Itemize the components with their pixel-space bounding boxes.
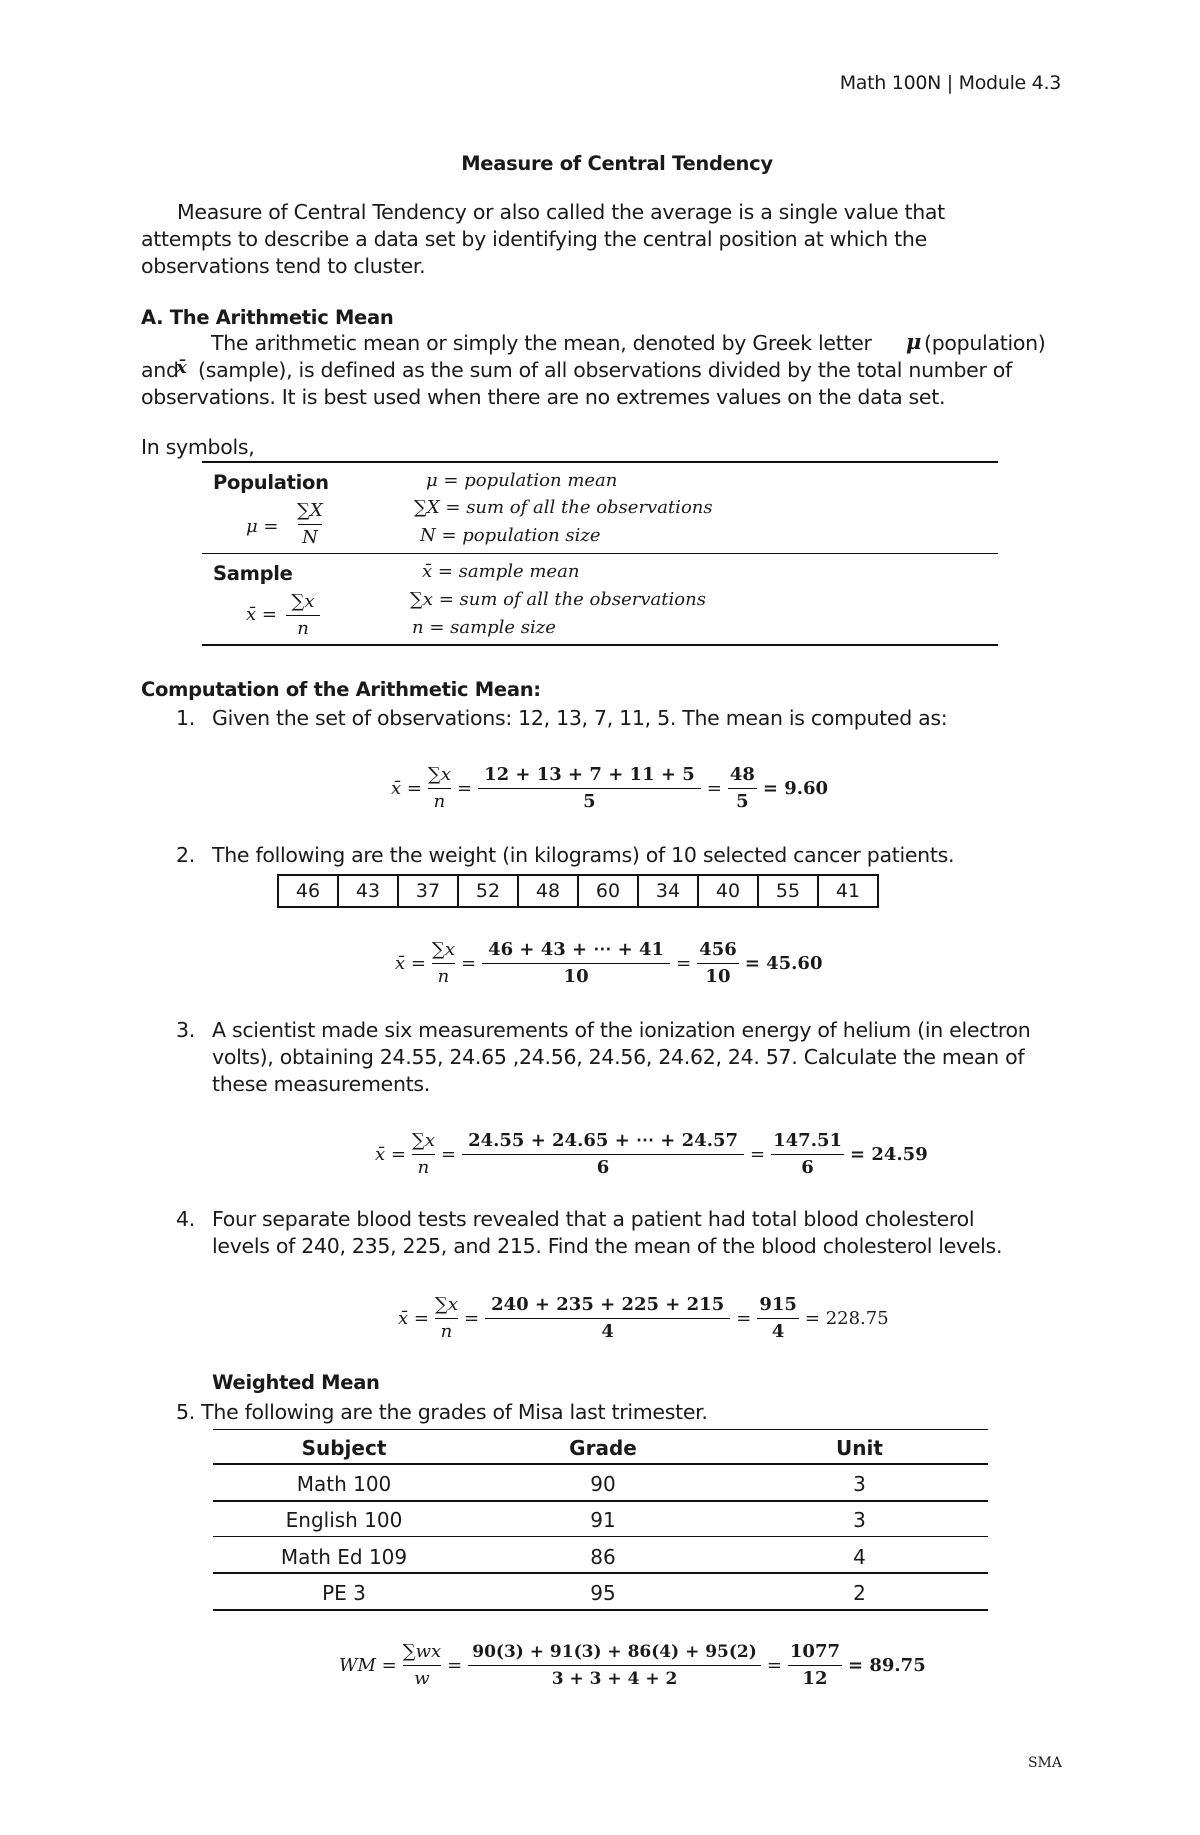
ex4-result: = 228.75 (804, 1307, 889, 1329)
population-fraction-num: ∑X (297, 500, 323, 521)
ex3-frac-2-den: 6 (596, 1156, 610, 1178)
ex4-frac-1 (435, 1292, 458, 1345)
ex2-frac-3-den: 10 (705, 965, 731, 987)
ex2-frac-1 (432, 937, 455, 990)
wm-lhs: WM = (339, 1654, 397, 1676)
ex3-frac-1-den: n (417, 1156, 430, 1178)
ex1-frac-3-den: 5 (736, 790, 749, 812)
weight-cell: 37 (397, 874, 459, 908)
ex4-frac-2-num: 240 + 235 + 225 + 215 (491, 1293, 725, 1315)
weighted-text: 5. The following are the grades of Misa last trimester. (176, 1400, 708, 1424)
wm-frac-3-num: 1077 (789, 1640, 841, 1662)
ex1-frac-1 (428, 762, 451, 815)
grade-value: 90 (590, 1472, 616, 1496)
ex2-frac-2 (482, 937, 670, 990)
ex1-number: 1. (176, 706, 195, 730)
ex1-frac-1-den: n (433, 790, 446, 812)
weight-cell: 41 (817, 874, 879, 908)
ex4-frac-3-num: 915 (759, 1293, 797, 1315)
ex1-frac-3-num: 48 (729, 763, 755, 785)
ex2-frac-3 (697, 937, 739, 990)
sample-def-3: n = sample size (412, 617, 556, 638)
wm-eq-1: = (447, 1654, 463, 1676)
ex4-line-1: Four separate blood tests revealed that a patient had total blood cholesterol (212, 1207, 975, 1231)
grades-bottom-rule (213, 1609, 988, 1611)
weight-cell: 46 (277, 874, 339, 908)
section-a-line-2b: (sample), is defined as the sum of all observations divided by the total number of (198, 358, 1012, 382)
page-header: Math 100N | Module 4.3 (839, 72, 1061, 94)
ex4-eq-1: = (463, 1307, 480, 1329)
ex4-frac-2 (485, 1292, 730, 1345)
ex3-lhs: x̄ = (375, 1143, 406, 1165)
grades-row-rule (213, 1536, 988, 1537)
section-a-line-3: observations. It is best used when there are no extremes values on the data set. (141, 385, 946, 409)
symbols-mid-rule (202, 553, 998, 554)
sample-def-2: ∑x = sum of all the observations (410, 589, 706, 610)
population-fraction-den: N (302, 527, 318, 548)
page-title: Measure of Central Tendency (461, 152, 773, 175)
sample-fraction-den: n (297, 618, 309, 639)
wm-frac-2-num: 90(3) + 91(3) + 86(4) + 95(2) (472, 1641, 757, 1662)
ex2-eq-2: = (676, 952, 692, 974)
grades-top-rule (213, 1429, 988, 1430)
grade-subject: Math 100 (296, 1472, 392, 1496)
ex2-frac-2-den: 10 (563, 965, 589, 987)
ex3-result: = 24.59 (850, 1143, 928, 1165)
population-fraction (298, 498, 322, 551)
ex1-frac-2 (478, 762, 701, 815)
ex1-eq-1: = (456, 777, 473, 799)
weight-cell: 60 (577, 874, 639, 908)
ex2-result: = 45.60 (744, 952, 823, 974)
grade-unit: 4 (853, 1545, 866, 1569)
grade-unit: 3 (853, 1472, 866, 1496)
weights-table (277, 874, 877, 908)
ex2-eq-1: = (460, 952, 477, 974)
population-def-3: N = population size (420, 525, 601, 546)
ex1-eq-2: = (706, 777, 722, 799)
ex1-frac-1-num: ∑x (427, 763, 451, 785)
intro-line-1: Measure of Central Tendency or also called the average is a single value that (177, 200, 945, 224)
sample-def-1: x̄ = sample mean (422, 561, 580, 582)
symbols-bottom-rule (202, 644, 998, 646)
population-def-1: μ = population mean (426, 470, 618, 491)
ex3-line-1: A scientist made six measurements of the ionization energy of helium (in electron (212, 1018, 1031, 1042)
weight-cell: 52 (457, 874, 519, 908)
ex4-frac-1-den: n (440, 1320, 453, 1342)
ex4-frac-3 (757, 1292, 799, 1345)
ex2-lhs: x̄ = (395, 952, 426, 974)
ex4-equation (398, 1290, 889, 1346)
population-label: Population (213, 471, 329, 494)
sample-formula-lhs: x̄ = (246, 604, 277, 625)
section-a-line-2a: and (141, 358, 179, 382)
ex2-text: The following are the weight (in kilograms) of 10 selected cancer patients. (212, 843, 955, 867)
wm-frac-1-den: w (414, 1667, 430, 1689)
ex2-frac-2-num: 46 + 43 + ⋯ + 41 (488, 938, 665, 960)
ex2-frac-1-den: n (437, 965, 450, 987)
ex3-line-2: volts), obtaining 24.55, 24.65 ,24.56, 24.56, 24.62, 24. 57. Calculate the mean of (212, 1045, 1025, 1069)
grade-unit: 3 (853, 1508, 866, 1532)
ex2-equation (395, 935, 822, 991)
section-a-heading: A. The Arithmetic Mean (141, 306, 394, 329)
ex1-lhs: x̄ = (391, 777, 422, 799)
weight-cell: 43 (337, 874, 399, 908)
wm-frac-3-den: 12 (802, 1667, 828, 1689)
grade-unit: 2 (853, 1581, 866, 1605)
wm-result: = 89.75 (848, 1654, 926, 1676)
population-def-2: ∑X = sum of all the observations (414, 497, 713, 518)
section-a-line-1b: (population) (924, 331, 1046, 355)
grade-value: 95 (590, 1581, 616, 1605)
grade-subject: English 100 (285, 1508, 403, 1532)
ex3-frac-1 (412, 1128, 435, 1181)
ex3-frac-2 (462, 1128, 744, 1181)
grade-subject: Math Ed 109 (280, 1545, 408, 1569)
mu-symbol: μ (906, 329, 922, 354)
ex4-frac-3-den: 4 (771, 1320, 785, 1342)
ex2-frac-3-num: 456 (699, 938, 737, 960)
ex2-frac-1-num: ∑x (431, 938, 455, 960)
wm-frac-2 (468, 1639, 761, 1692)
wm-frac-3 (788, 1639, 842, 1692)
weighted-heading: Weighted Mean (212, 1371, 380, 1394)
intro-line-3: observations tend to cluster. (141, 254, 426, 278)
population-formula-lhs: μ = (246, 516, 279, 537)
ex4-frac-2-den: 4 (601, 1320, 614, 1342)
ex4-eq-2: = (736, 1307, 752, 1329)
footer-initials: SMA (1027, 1755, 1062, 1771)
grades-col-grade: Grade (569, 1436, 637, 1460)
ex3-frac-3-num: 147.51 (773, 1129, 843, 1151)
ex1-frac-2-den: 5 (583, 790, 596, 812)
grades-col-unit: Unit (836, 1436, 883, 1460)
ex3-number: 3. (176, 1018, 195, 1042)
ex2-number: 2. (176, 843, 195, 867)
ex3-line-3: these measurements. (212, 1072, 430, 1096)
ex3-frac-3 (771, 1128, 844, 1181)
computation-heading: Computation of the Arithmetic Mean: (141, 678, 541, 701)
ex4-number: 4. (176, 1207, 195, 1231)
grades-row-rule (213, 1500, 988, 1502)
intro-line-2: attempts to describe a data set by identifying the central position at which the (141, 227, 927, 251)
ex1-equation (391, 760, 828, 816)
sample-fraction (286, 589, 320, 642)
grade-subject: PE 3 (322, 1581, 366, 1605)
ex3-frac-3-den: 6 (801, 1156, 814, 1178)
ex4-line-2: levels of 240, 235, 225, and 215. Find the mean of the blood cholesterol levels. (212, 1234, 1003, 1258)
symbols-intro: In symbols, (141, 435, 255, 459)
sample-fraction-num: ∑x (291, 591, 315, 612)
ex3-equation (375, 1126, 928, 1182)
ex3-frac-1-num: ∑x (411, 1129, 435, 1151)
xbar-symbol: x̄ (176, 357, 187, 378)
weight-cell: 48 (517, 874, 579, 908)
weight-cell: 55 (757, 874, 819, 908)
grades-row-rule (213, 1572, 988, 1574)
section-a-line-1a: The arithmetic mean or simply the mean, denoted by Greek letter (211, 331, 872, 355)
weighted-equation (339, 1637, 926, 1693)
ex1-frac-2-num: 12 + 13 + 7 + 11 + 5 (484, 763, 695, 785)
sample-label: Sample (213, 562, 293, 585)
wm-frac-2-den: 3 + 3 + 4 + 2 (551, 1668, 678, 1689)
grades-header-rule (213, 1463, 988, 1465)
wm-frac-1 (403, 1639, 441, 1692)
ex3-eq-1: = (440, 1143, 457, 1165)
ex1-text: Given the set of observations: 12, 13, 7, 11, 5. The mean is computed as: (212, 706, 948, 730)
ex4-frac-1-num: ∑x (434, 1293, 458, 1315)
weight-cell: 40 (697, 874, 759, 908)
ex3-frac-2-num: 24.55 + 24.65 + ⋯ + 24.57 (468, 1129, 739, 1151)
ex1-result: = 9.60 (762, 777, 829, 799)
wm-frac-1-num: ∑wx (402, 1640, 442, 1662)
ex3-eq-2: = (750, 1143, 766, 1165)
symbols-top-rule (202, 461, 998, 463)
wm-eq-2: = (766, 1654, 782, 1676)
weight-cell: 34 (637, 874, 699, 908)
ex1-frac-3 (728, 762, 757, 815)
grade-value: 91 (590, 1508, 616, 1532)
ex4-lhs: x̄ = (398, 1307, 429, 1329)
grade-value: 86 (590, 1545, 616, 1569)
grades-col-subject: Subject (301, 1436, 387, 1460)
